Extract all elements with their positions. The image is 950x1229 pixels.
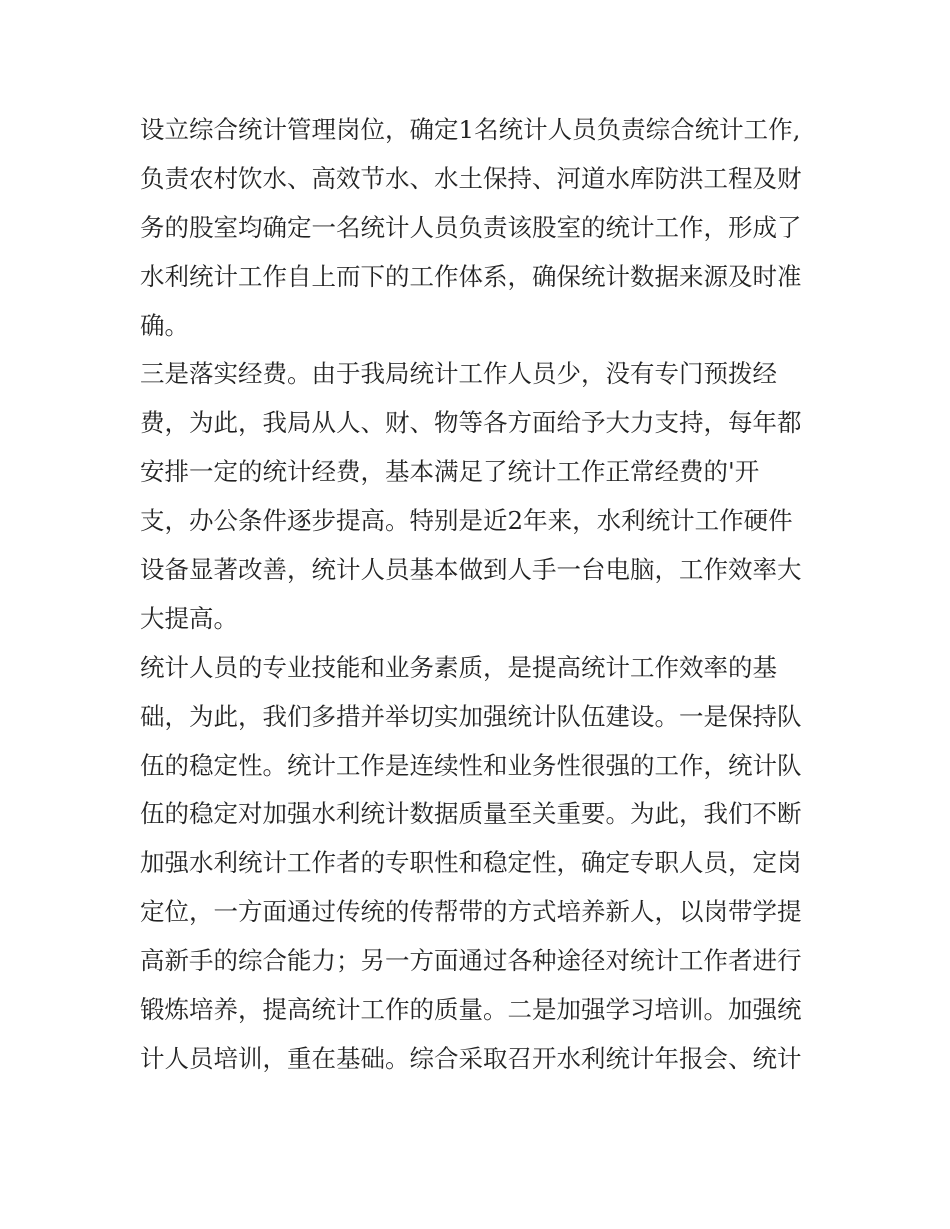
text-line-9: 支，办公条件逐步提高。特别是近2年来，水利统计工作硬件 [140,506,793,536]
text-line-16: 加强水利统计工作者的专职性和稳定性，确定专职人员，定岗 [140,848,802,878]
text-line-6: 三是落实经费。由于我局统计工作人员少，没有专门预拨经 [140,359,777,389]
text-line-18: 高新手的综合能力；另一方面通过各种途径对统计工作者进行 [140,946,802,976]
text-line-7: 费，为此，我局从人、财、物等各方面给予大力支持，每年都 [140,408,802,438]
text-line-17: 定位，一方面通过传统的传帮带的方式培养新人，以岗带学提 [140,897,802,927]
text-line-20: 计人员培训，重在基础。综合采取召开水利统计年报会、统计 [140,1043,802,1073]
text-line-8: 安排一定的统计经费，基本满足了统计工作正常经费的'开 [140,457,760,487]
text-line-19: 锻炼培养，提高统计工作的质量。二是加强学习培训。加强统 [140,995,802,1025]
text-line-11: 大提高。 [140,603,238,633]
text-line-15: 伍的稳定对加强水利统计数据质量至关重要。为此，我们不断 [140,799,802,829]
body-text [140,106,820,1084]
text-line-14: 伍的稳定性。统计工作是连续性和业务性很强的工作，统计队 [140,750,802,780]
text-line-13: 础，为此，我们多措并举切实加强统计队伍建设。一是保持队 [140,701,802,731]
text-line-10: 设备显著改善，统计人员基本做到人手一台电脑，工作效率大 [140,555,802,585]
text-line-2: 负责农村饮水、高效节水、水土保持、河道水库防洪工程及财 [140,163,802,193]
text-line-1: 设立综合统计管理岗位，确定1名统计人员负责综合统计工作, [140,115,801,144]
text-line-12: 统计人员的专业技能和业务素质，是提高统计工作效率的基 [140,652,777,682]
text-line-4: 水利统计工作自上而下的工作体系，确保统计数据来源及时准 [140,261,802,291]
text-line-5: 确。 [140,310,189,340]
text-line-3: 务的股室均确定一名统计人员负责该股室的统计工作，形成了 [140,212,802,242]
